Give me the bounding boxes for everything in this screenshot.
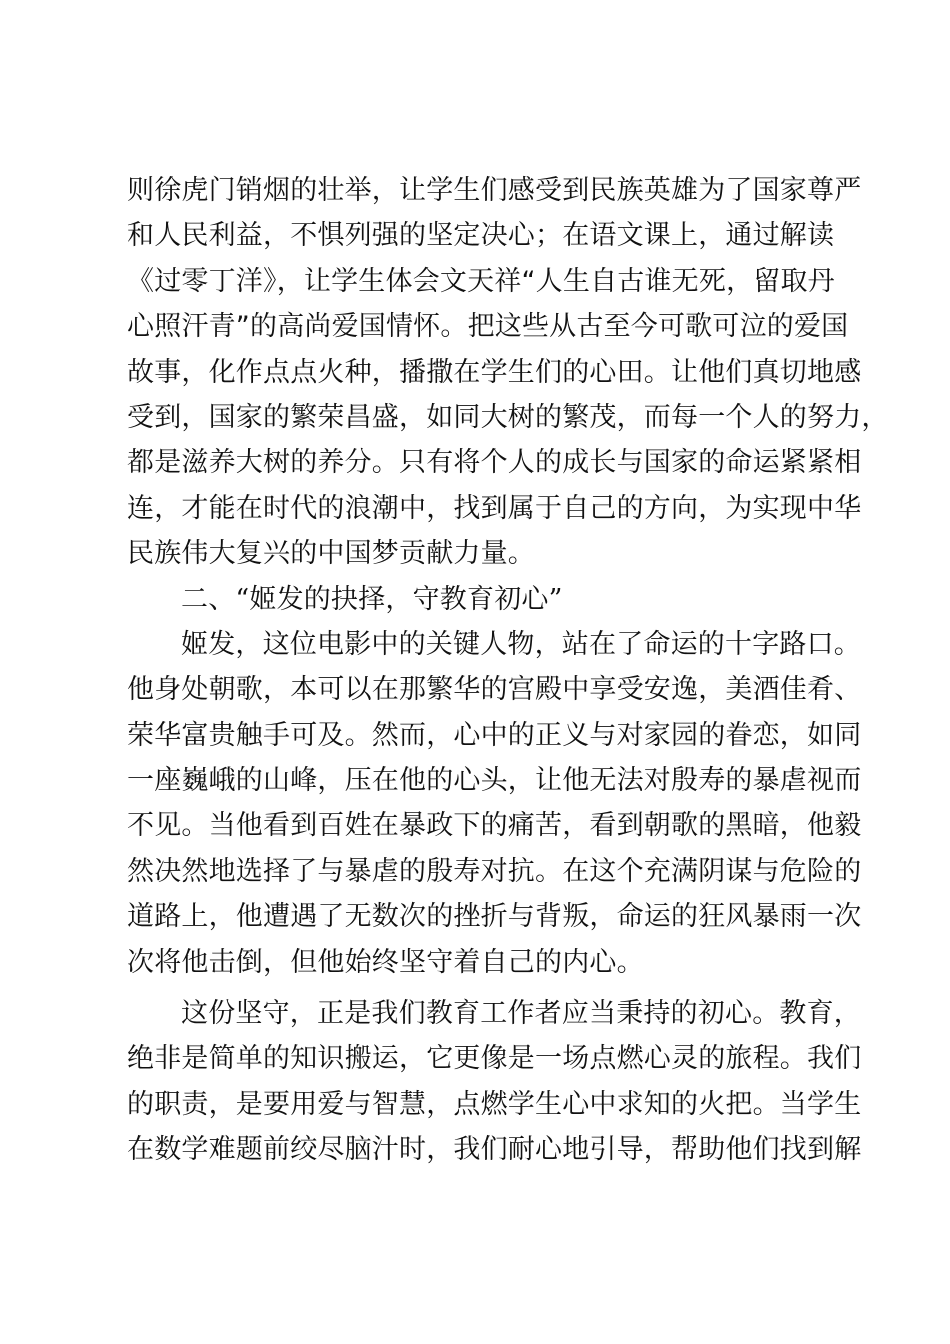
text-line: 在数学难题前绞尽脑汁时，我们耐心地引导，帮助他们找到解 <box>127 1134 862 1166</box>
section-heading: 二、“姬发的抉择，守教育初心” <box>181 583 563 615</box>
text-line: 他身处朝歌，本可以在那繁华的宫殿中享受安逸，美酒佳肴、 <box>127 674 862 706</box>
text-line: 次将他击倒，但他始终坚守着自己的内心。 <box>127 946 644 978</box>
text-line: 绝非是简单的知识搬运，它更像是一场点燃心灵的旅程。我们 <box>127 1043 862 1075</box>
text-line: 则徐虎门销烟的壮举，让学生们感受到民族英雄为了国家尊严 <box>127 175 862 206</box>
paragraph-first-line: 姬发，这位电影中的关键人物，站在了命运的十字路口。 <box>181 628 861 660</box>
text-line: 连，才能在时代的浪潮中，找到属于自己的方向，为实现中华 <box>127 492 862 524</box>
body-text <box>127 168 889 1173</box>
text-line: 和人民利益，不惧列强的坚定决心；在语文课上，通过解读 <box>127 220 835 252</box>
text-line: 不见。当他看到百姓在暴政下的痛苦，看到朝歌的黑暗，他毅 <box>127 810 862 842</box>
text-line: 一座巍峨的山峰，压在他的心头，让他无法对殷寿的暴虐视而 <box>127 765 862 797</box>
text-line: 心照汗青”的高尚爱国情怀。把这些从古至今可歌可泣的爱国 <box>127 311 849 343</box>
text-line: 然决然地选择了与暴虐的殷寿对抗。在这个充满阴谋与危险的 <box>127 855 862 887</box>
text-line: 都是滋养大树的养分。只有将个人的成长与国家的命运紧紧相 <box>127 447 862 479</box>
text-line: 民族伟大复兴的中国梦贡献力量。 <box>127 538 535 570</box>
paragraph-first-line: 这份坚守，正是我们教育工作者应当秉持的初心。教育， <box>181 998 861 1030</box>
text-line: 的职责，是要用爱与智慧，点燃学生心中求知的火把。当学生 <box>127 1088 862 1120</box>
text-line: 受到，国家的繁荣昌盛，如同大树的繁茂，而每一个人的努力， <box>127 401 889 433</box>
text-line: 荣华富贵触手可及。然而，心中的正义与对家园的眷恋，如同 <box>127 719 862 751</box>
text-line: 故事，化作点点火种，播撒在学生们的心田。让他们真切地感 <box>127 356 862 388</box>
text-line: 《过零丁洋》，让学生体会文天祥“人生自古谁无死，留取丹 <box>127 265 835 297</box>
text-line: 道路上，他遭遇了无数次的挫折与背叛，命运的狂风暴雨一次 <box>127 901 862 933</box>
